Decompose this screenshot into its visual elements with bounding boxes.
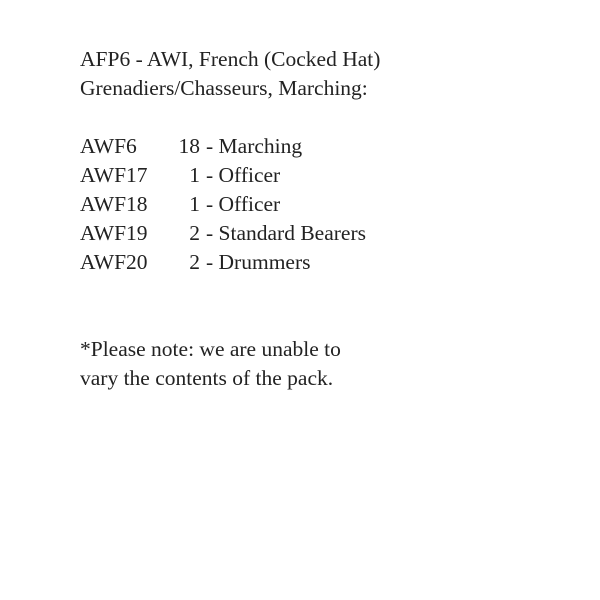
item-description: - Drummers bbox=[206, 250, 311, 274]
item-quantity: 1 bbox=[189, 163, 200, 187]
pack-note-line-2: vary the contents of the pack. bbox=[80, 366, 334, 390]
pack-title bbox=[80, 45, 580, 103]
list-item bbox=[80, 248, 580, 277]
item-description: - Officer bbox=[206, 192, 281, 216]
item-quantity: 2 bbox=[189, 250, 200, 274]
list-item bbox=[80, 190, 580, 219]
item-code: AWF18 bbox=[80, 192, 148, 216]
item-code: AWF17 bbox=[80, 163, 148, 187]
item-quantity: 1 bbox=[189, 192, 200, 216]
pack-title-line-2: Grenadiers/Chasseurs, Marching: bbox=[80, 76, 368, 100]
item-quantity: 2 bbox=[189, 221, 200, 245]
pack-note-line-1: *Please note: we are unable to bbox=[80, 337, 341, 361]
item-code: AWF6 bbox=[80, 134, 137, 158]
item-description: - Standard Bearers bbox=[206, 221, 366, 245]
item-description: - Officer bbox=[206, 163, 281, 187]
list-item bbox=[80, 219, 580, 248]
pack-note bbox=[80, 335, 580, 393]
pack-contents-list bbox=[80, 132, 580, 277]
item-description: - Marching bbox=[206, 134, 303, 158]
item-code: AWF19 bbox=[80, 221, 148, 245]
pack-title-line-1: AFP6 - AWI, French (Cocked Hat) bbox=[80, 47, 381, 71]
list-item bbox=[80, 161, 580, 190]
list-item bbox=[80, 132, 580, 161]
pack-description bbox=[80, 45, 580, 393]
item-code: AWF20 bbox=[80, 250, 148, 274]
item-quantity: 18 bbox=[178, 134, 200, 158]
